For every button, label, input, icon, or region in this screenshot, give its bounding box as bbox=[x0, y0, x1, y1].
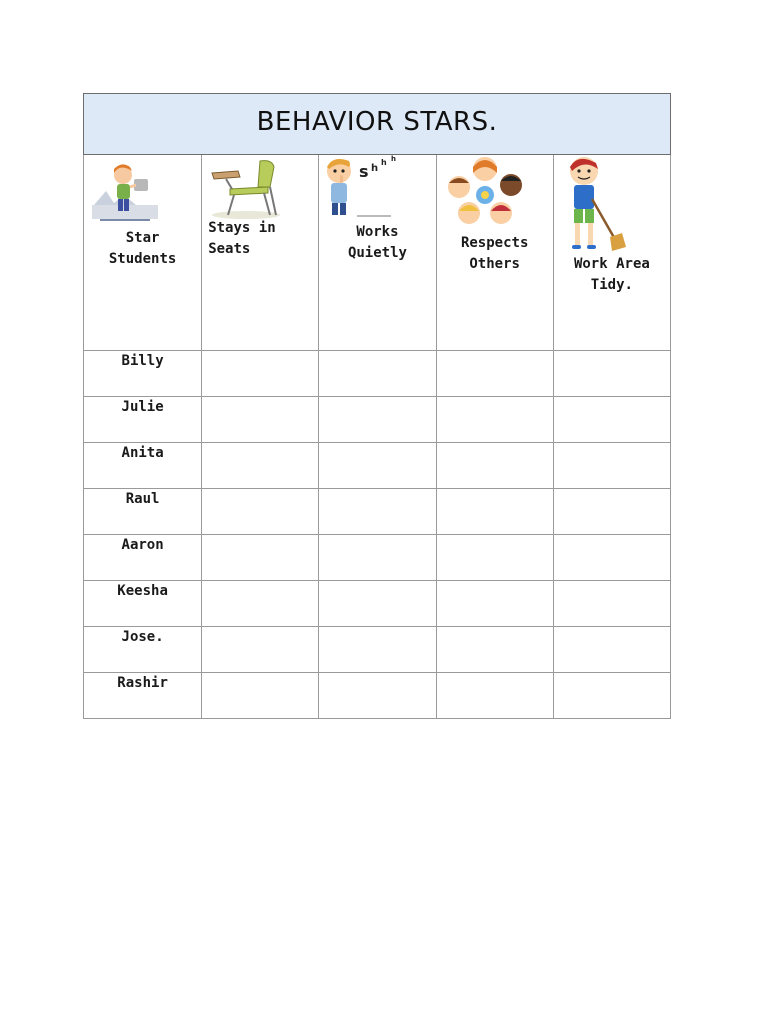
star-cell[interactable] bbox=[319, 397, 436, 443]
star-cell[interactable] bbox=[436, 673, 553, 719]
star-cell[interactable] bbox=[436, 397, 553, 443]
star-cell[interactable] bbox=[202, 535, 319, 581]
col-label-line2: Quietly bbox=[347, 245, 407, 261]
svg-text:h: h bbox=[391, 155, 397, 163]
star-cell[interactable] bbox=[553, 581, 670, 627]
star-cell[interactable] bbox=[553, 443, 670, 489]
star-cell[interactable] bbox=[202, 627, 319, 673]
header-works-quietly bbox=[319, 155, 436, 351]
star-cell[interactable] bbox=[436, 351, 553, 397]
table-row bbox=[84, 627, 671, 673]
kid-broom-icon bbox=[558, 155, 628, 255]
student-name: Julie bbox=[84, 397, 202, 443]
col-label-line1: Respects bbox=[460, 235, 529, 251]
star-cell[interactable] bbox=[553, 627, 670, 673]
header-work-area-tidy bbox=[553, 155, 670, 351]
star-cell[interactable] bbox=[202, 397, 319, 443]
star-cell[interactable] bbox=[202, 489, 319, 535]
star-cell[interactable] bbox=[436, 581, 553, 627]
table-row bbox=[84, 397, 671, 443]
col-label-line2: Students bbox=[108, 251, 177, 267]
star-cell[interactable] bbox=[319, 535, 436, 581]
table-row bbox=[84, 581, 671, 627]
student-name: Aaron bbox=[84, 535, 202, 581]
star-cell[interactable] bbox=[319, 581, 436, 627]
student-name: Raul bbox=[84, 489, 202, 535]
table-row bbox=[84, 443, 671, 489]
star-cell[interactable] bbox=[202, 443, 319, 489]
star-cell[interactable] bbox=[319, 627, 436, 673]
star-cell[interactable] bbox=[319, 351, 436, 397]
student-name: Jose. bbox=[84, 627, 202, 673]
table-row bbox=[84, 489, 671, 535]
col-label-line1: Star bbox=[125, 230, 160, 246]
svg-text:h: h bbox=[371, 163, 379, 174]
star-student-icon bbox=[90, 161, 160, 223]
behavior-chart bbox=[83, 93, 671, 719]
col-label-line2: Others bbox=[469, 256, 520, 272]
chart-title: BEHAVIOR STARS. bbox=[256, 107, 498, 137]
star-cell[interactable] bbox=[202, 581, 319, 627]
col-label-line1: Stays in bbox=[208, 220, 276, 236]
star-cell[interactable] bbox=[553, 535, 670, 581]
col-label-line1: Work Area bbox=[573, 256, 650, 272]
header-stays-in-seats bbox=[202, 155, 319, 351]
student-name: Keesha bbox=[84, 581, 202, 627]
svg-text:s: s bbox=[359, 162, 369, 181]
star-cell[interactable] bbox=[202, 673, 319, 719]
star-cell[interactable] bbox=[553, 351, 670, 397]
header-star-students bbox=[84, 155, 202, 351]
star-cell[interactable] bbox=[436, 627, 553, 673]
star-cell[interactable] bbox=[436, 535, 553, 581]
table-row bbox=[84, 673, 671, 719]
star-cell[interactable] bbox=[553, 489, 670, 535]
title-cell bbox=[84, 94, 671, 155]
col-label-line1: Works bbox=[356, 224, 399, 240]
school-chair-icon bbox=[208, 157, 288, 219]
table-row bbox=[84, 351, 671, 397]
kids-circle-icon bbox=[443, 155, 529, 233]
student-name: Rashir bbox=[84, 673, 202, 719]
table-row bbox=[84, 535, 671, 581]
star-cell[interactable] bbox=[319, 443, 436, 489]
star-cell[interactable] bbox=[319, 673, 436, 719]
col-label-line2: Seats bbox=[208, 241, 251, 257]
student-name: Anita bbox=[84, 443, 202, 489]
student-name: Billy bbox=[84, 351, 202, 397]
star-cell[interactable] bbox=[553, 673, 670, 719]
star-cell[interactable] bbox=[202, 351, 319, 397]
svg-text:h: h bbox=[381, 158, 388, 167]
col-label-line2: Tidy. bbox=[590, 277, 633, 293]
star-cell[interactable] bbox=[436, 489, 553, 535]
star-cell[interactable] bbox=[553, 397, 670, 443]
shushing-kid-icon bbox=[323, 155, 423, 223]
star-cell[interactable] bbox=[436, 443, 553, 489]
star-cell[interactable] bbox=[319, 489, 436, 535]
header-respects-others bbox=[436, 155, 553, 351]
